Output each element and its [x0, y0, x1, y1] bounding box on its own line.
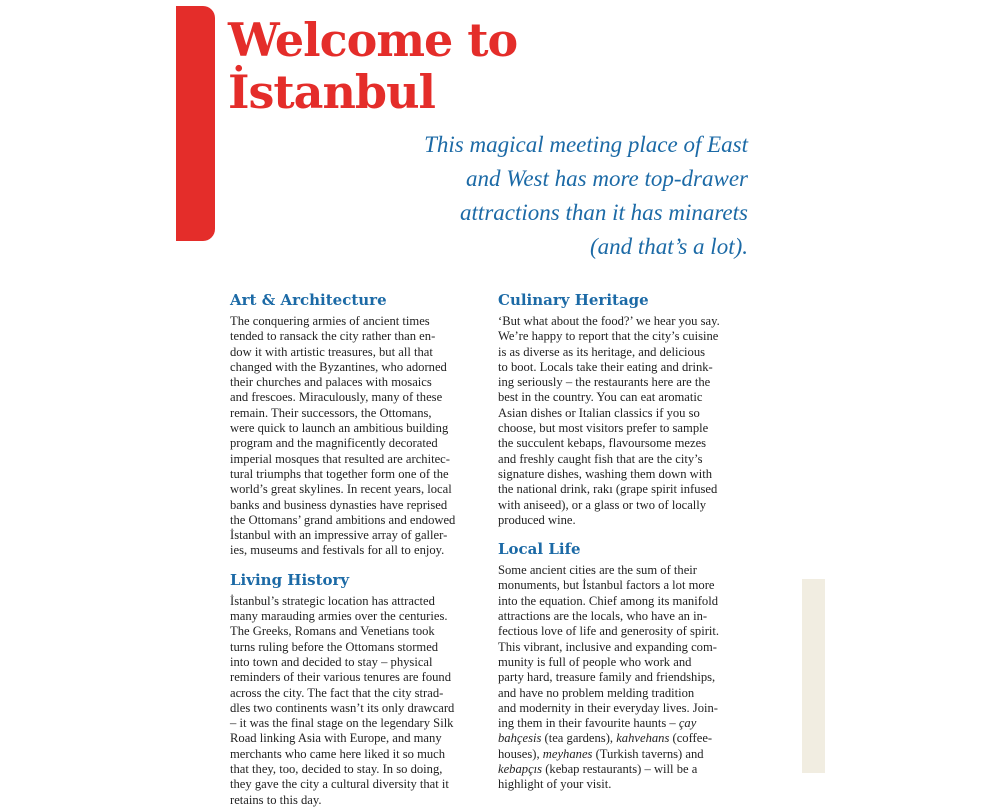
section-body-culinary: ‘But what about the food?’ we hear you say. We’re happy to report that the city’s cuisine is as diverse as its heritage, and delicious to boot. Locals take their eating and drink- ing seriously – the restaurants here are the best in the country. You can eat aromatic Asian dishes or Italian classics if you so choose, but most visitors prefer to sample the succulent kebaps, flavoursome mezes and freshly caught fish that are the city’s signature dishes, washing them down with the national drink, rakı (grape spirit infused with aniseed), or a glass or two of locally produced wine.	[498, 314, 720, 527]
left-column	[230, 290, 480, 808]
term-cay-bahcesis: çay bahçesis	[498, 716, 697, 746]
right-column	[498, 290, 748, 793]
term-meyhanes: meyhanes	[542, 746, 593, 761]
red-tab-marker	[176, 6, 215, 241]
section-heading-history: Living History	[230, 570, 350, 589]
local-text-main: Some ancient cities are the sum of their monuments, but İstanbul factors a lot more into the equation. Chief among its manifold attractions are the locals, who have an in- fectious love of life and generosity of spirit. This vibrant, inclusive and expanding com- munity is full of people who work and party hard, treasure family and friendships, and have no problem melding tradition and modernity in their everyday lives. Join- ing them in their favourite haunts –	[498, 563, 720, 731]
side-shade-bar	[802, 579, 825, 773]
local-text-end: (kebap restaurants) – will be a highlight of your visit.	[498, 762, 698, 792]
local-text-taverns: (Turkish taverns) and	[595, 746, 704, 761]
section-heading-art: Art & Architecture	[230, 291, 387, 309]
section-heading-local: Local Life	[498, 540, 581, 559]
intro-tagline: This magical meeting place of East and West has more top-drawer attractions than it has minarets (and that’s a lot).	[424, 132, 748, 259]
section-body-art: The conquering armies of ancient times tended to ransack the city rather than en- dow it with artistic treasures, but all that changed with the Byzantines, who adorned their churches and palaces with mosaics and frescoes. Miraculously, many of these remain. Their successors, the Ottomans, were quick to launch an ambitious building program and the magnificently decorated imperial mosques that resulted are architec- tural triumphs that together form one of the world’s great skylines. In recent years, local banks and business dynasties have reprised the Ottomans’ grand ambitions and endowed İstanbul with an impressive array of galler- ies, museums and festivals for all to enjoy.	[230, 314, 456, 558]
local-text-tea: (tea gardens),	[541, 731, 617, 746]
page-title: Welcome to İstanbul	[228, 13, 518, 119]
section-body-history: İstanbul’s strategic location has attracted many marauding armies over the centuries. The Greeks, Romans and Venetians took turns ruling before the Ottomans stormed into town and decided to stay – physical reminders of their various tenures are found across the city. The fact that the city strad- dles two continents wasn’t its only drawcard – it was the final stage on the legendary Silk Road linking Asia with Europe, and many merchants who came here liked it so much that they, too, decided to stay. In so doing, they gave the city a cultural diversity that it retains to this day.	[230, 593, 455, 807]
term-kahvehans: kahvehans	[616, 731, 670, 746]
term-kebapcis: kebapçıs	[498, 762, 543, 777]
section-heading-culinary: Culinary Heritage	[498, 291, 649, 309]
section-body-local	[498, 563, 748, 792]
local-text-coffee: (coffee- houses),	[498, 731, 713, 761]
